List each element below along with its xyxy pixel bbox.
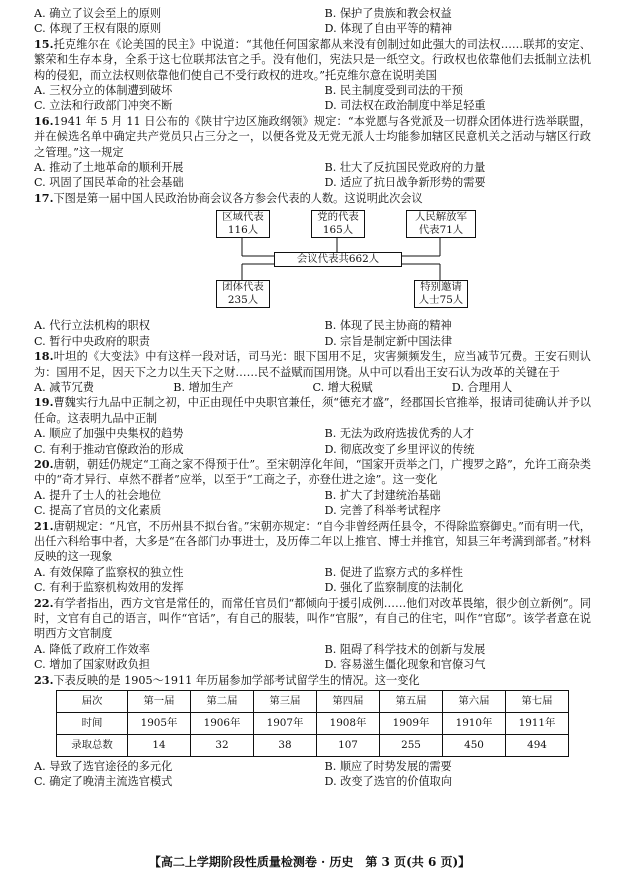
option-c: C. 暂行中央政府的职责 bbox=[34, 334, 150, 348]
option-d: D. 适应了抗日战争新形势的需要 bbox=[324, 176, 486, 190]
page-footer: 【高二上学期阶段性质量检测卷 · 历史 第 3 页(共 6 页)】 bbox=[148, 855, 471, 869]
option-b: B. 扩大了封建统治基础 bbox=[324, 488, 441, 502]
year-cell: 1906年 bbox=[191, 713, 254, 735]
question-19 bbox=[34, 395, 591, 457]
option-d: D. 彻底改变了乡里评议的传统 bbox=[324, 442, 475, 456]
box-total: 会议代表共662人 bbox=[274, 252, 402, 267]
question-number: 21. bbox=[34, 518, 54, 533]
option-d: D. 宗旨是制定新中国法律 bbox=[324, 334, 453, 348]
question-stem: 叶坦的《大变法》中有这样一段对话，司马光：眼下国用不足，灾害频频发生，应当减节冗费。王安石则认为：国用不足，因天下之力以生天下之财……民不益赋而国用饶。从中可以看出王安石认为改革的关键在于 bbox=[34, 350, 591, 379]
session-cell: 第二届 bbox=[191, 691, 254, 713]
box-special: 特别邀请 人士75人 bbox=[414, 280, 468, 308]
total-cell: 107 bbox=[317, 735, 380, 757]
exam-results-table bbox=[56, 690, 569, 757]
option-b: B. 民主制度受到司法的干预 bbox=[324, 84, 463, 98]
question-stem: 下图是第一届中国人民政治协商会议各方参会代表的人数。这说明此次会议 bbox=[53, 191, 423, 205]
session-cell: 第三届 bbox=[254, 691, 317, 713]
question-number: 23. bbox=[34, 672, 54, 687]
option-c: C. 立法和行政部门冲突不断 bbox=[34, 99, 173, 113]
option-b: B. 体现了民主协商的精神 bbox=[324, 319, 452, 333]
table-row bbox=[57, 735, 569, 757]
total-cell: 494 bbox=[506, 735, 569, 757]
question-21 bbox=[34, 519, 591, 596]
option-c: C. 增大税赋 bbox=[312, 380, 373, 394]
option-a: A. 导致了选官途径的多元化 bbox=[34, 760, 173, 774]
option-b: B. 无法为政府选拔优秀的人才 bbox=[324, 427, 475, 441]
total-cell: 32 bbox=[191, 735, 254, 757]
question-stem: 下表反映的是 1905～1911 年历届参加学部考试留学生的情况。这一变化 bbox=[53, 673, 420, 687]
question-number: 17. bbox=[34, 190, 54, 205]
option-d: D. 改变了选官的价值取向 bbox=[324, 775, 453, 789]
question-stem: 唐朝规定：“凡官，不历州县不拟台省。”宋朝亦规定：“自今非曾经两任县令，不得除监察御史。”而有明一代，出任六科给事中者，大多是“在各部门办事进士，及历俸二年以上推官、博士并推官，知县三年考满到部者。”材料反映的这一现象 bbox=[34, 519, 591, 564]
q14-options bbox=[34, 6, 591, 37]
question-stem: 曹魏实行九品中正制之初，中正由现任中央职官兼任，须“德充才盛”，经郡国长官推举，报请司徒确认并予以任命。这表明九品中正制 bbox=[34, 396, 591, 425]
option-a: A. 减节冗费 bbox=[34, 380, 94, 394]
question-16 bbox=[34, 114, 591, 191]
question-stem: 托克维尔在《论美国的民主》中说道：“其他任何国家都从来没有创制过如此强大的司法权……联邦的安定、繁荣和生存本身，全系于这七位联邦法官之手。没有他们，宪法只是一纸空文。行政权也依靠他们去抵制立法机构的侵犯，而立法权则依靠他们使自己不受行政权的进攻。”托克维尔意在说明美国 bbox=[34, 37, 591, 82]
question-22 bbox=[34, 596, 591, 673]
option-c: C. 提高了官员的文化素质 bbox=[34, 504, 162, 518]
option-a: A. 推动了土地革命的顺利开展 bbox=[34, 161, 184, 175]
option-a: A. 代行立法机构的职权 bbox=[34, 319, 150, 333]
option-b: B. 顺应了时势发展的需要 bbox=[324, 760, 452, 774]
option-c: C. 有利于推动官僚政治的形成 bbox=[34, 442, 184, 456]
option-c: C. 体现了王权有限的原则 bbox=[34, 22, 162, 36]
question-stem: 有学者指出，西方文官是常任的，而常任官员们“都倾向于援引成例……他们对改革畏缩，很少创立新例”。同时，文官有自己的语言，叫作“官话”，有自己的服装，叫作“官服”，有自己的住宅，叫作“官邸”。该学者意在说明西方文官制度 bbox=[34, 596, 591, 641]
question-number: 16. bbox=[34, 113, 54, 128]
question-number: 20. bbox=[34, 456, 54, 471]
row-label: 届次 bbox=[57, 691, 128, 713]
question-18 bbox=[34, 349, 591, 395]
option-d: D. 体现了自由平等的精神 bbox=[324, 22, 453, 36]
option-a: A. 确立了议会至上的原则 bbox=[34, 7, 162, 20]
question-stem: 唐朝，朝廷仍规定“工商之家不得预于仕”。至宋朝淳化年间，“国家开贡举之门，广搜罗之路”，允许工商杂类中的“奇才异行、卓然不群者”应举，以至于“工商之子，亦登仕进之途”。这一变化 bbox=[34, 457, 591, 487]
option-c: C. 巩固了国民革命的社会基础 bbox=[34, 176, 184, 190]
question-20 bbox=[34, 457, 591, 519]
total-cell: 38 bbox=[254, 735, 317, 757]
option-d: D. 司法权在政治制度中举足轻重 bbox=[324, 99, 486, 113]
table-row bbox=[57, 713, 569, 735]
option-b: B. 壮大了反抗国民党政府的力量 bbox=[324, 161, 486, 175]
session-cell: 第七届 bbox=[506, 691, 569, 713]
option-a: A. 三权分立的体制遭到破坏 bbox=[34, 84, 173, 98]
year-cell: 1905年 bbox=[128, 713, 191, 735]
option-d: D. 容易滋生僵化现象和官僚习气 bbox=[324, 658, 486, 672]
session-cell: 第六届 bbox=[443, 691, 506, 713]
option-b: B. 阻碍了科学技术的创新与发展 bbox=[324, 642, 486, 656]
session-cell: 第四届 bbox=[317, 691, 380, 713]
option-b: B. 保护了贵族和教会权益 bbox=[324, 7, 452, 20]
year-cell: 1911年 bbox=[506, 713, 569, 735]
option-d: D. 强化了监察制度的法制化 bbox=[324, 581, 464, 595]
total-cell: 450 bbox=[443, 735, 506, 757]
year-cell: 1910年 bbox=[443, 713, 506, 735]
year-cell: 1907年 bbox=[254, 713, 317, 735]
question-number: 19. bbox=[34, 395, 54, 410]
question-number: 18. bbox=[34, 349, 54, 364]
session-cell: 第一届 bbox=[128, 691, 191, 713]
box-regional: 区域代表 116人 bbox=[216, 210, 270, 238]
row-label: 录取总数 bbox=[57, 735, 128, 757]
question-stem: 1941 年 5 月 11 日公布的《陕甘宁边区施政纲领》规定：“本党愿与各党派及一切群众团体进行选举联盟，并在候选名单中确定共产党员只占三分之一，以便各党及无党无派人士均能参加辖区民意机关之活动与辖区行政之管理。”这一规定 bbox=[34, 114, 591, 159]
option-a: A. 降低了政府工作效率 bbox=[34, 642, 150, 656]
table-row bbox=[57, 691, 569, 713]
box-party: 党的代表 165人 bbox=[311, 210, 365, 238]
option-a: A. 提升了士人的社会地位 bbox=[34, 488, 162, 502]
option-a: A. 有效保障了监察权的独立性 bbox=[34, 565, 184, 579]
question-number: 15. bbox=[34, 36, 54, 51]
option-c: C. 确定了晚清主流选官模式 bbox=[34, 775, 173, 789]
session-cell: 第五届 bbox=[380, 691, 443, 713]
option-b: B. 增加生产 bbox=[173, 380, 234, 394]
option-d: D. 完善了科举考试程序 bbox=[324, 504, 441, 518]
option-a: A. 顺应了加强中央集权的趋势 bbox=[34, 427, 184, 441]
question-23 bbox=[34, 673, 591, 790]
year-cell: 1908年 bbox=[317, 713, 380, 735]
row-label: 时间 bbox=[57, 713, 128, 735]
question-15 bbox=[34, 37, 591, 114]
option-d: D. 合理用人 bbox=[451, 380, 513, 394]
option-c: C. 增加了国家财政负担 bbox=[34, 658, 150, 672]
delegates-diagram bbox=[192, 208, 492, 316]
question-17 bbox=[34, 191, 591, 349]
total-cell: 255 bbox=[380, 735, 443, 757]
question-number: 22. bbox=[34, 595, 54, 610]
year-cell: 1909年 bbox=[380, 713, 443, 735]
box-pla: 人民解放军 代表71人 bbox=[406, 210, 476, 238]
box-group: 团体代表 235人 bbox=[216, 280, 270, 308]
total-cell: 14 bbox=[128, 735, 191, 757]
option-c: C. 有利于监察机构效用的发挥 bbox=[34, 581, 184, 595]
option-b: B. 促进了监察方式的多样性 bbox=[324, 565, 463, 579]
